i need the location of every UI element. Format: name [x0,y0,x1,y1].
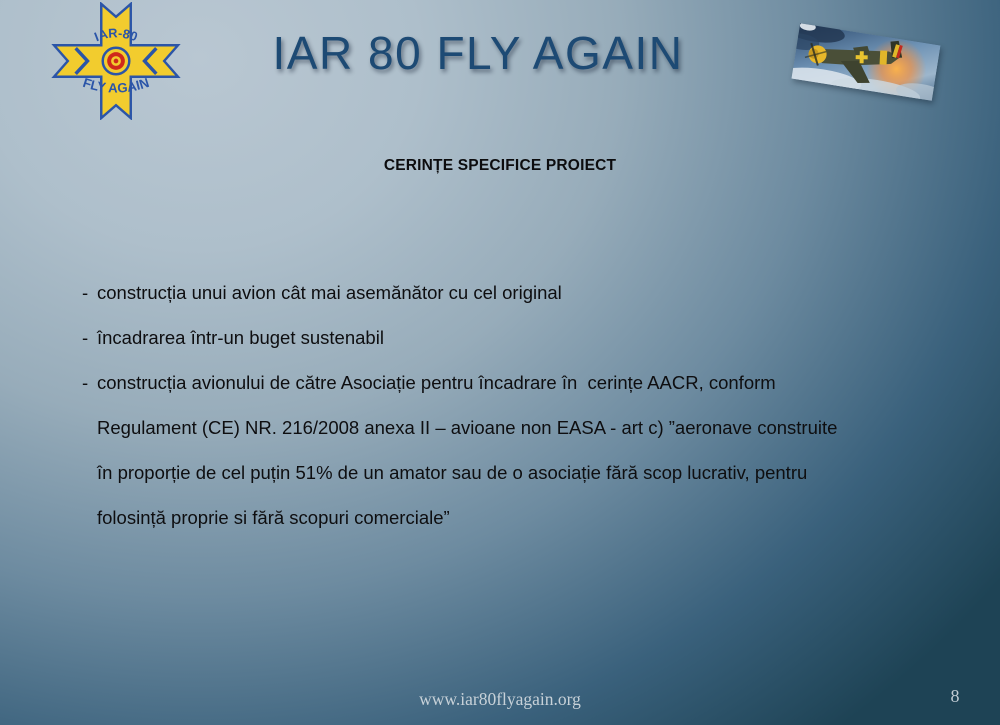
bullet-text: construcția avionului de către Asociație pentru încadrare în cerințe AACR, conform [97,371,776,393]
iar80-logo [50,2,182,120]
bullet-text: construcția unui avion cât mai asemănător cu cel original [97,281,562,303]
bullet-line [82,405,837,450]
section-heading: CERINȚE SPECIFICE PROIECT [383,157,617,174]
iar80-logo-icon [50,2,182,120]
bullet-list [82,270,837,540]
bullet-line [82,270,837,315]
logo-bottom-text: FLY AGAIN [81,74,151,96]
bullet-line [82,315,837,360]
footer-url: www.iar80flyagain.org [419,689,581,709]
bullet-text: folosință proprie si fără scopuri comerciale” [97,506,450,528]
bullet-text: încadrarea într-un buget sustenabil [97,326,384,348]
roundel-center [114,59,119,64]
plane-artwork [791,23,940,101]
bullet-dash: - [82,371,89,393]
bullet-line [82,495,837,540]
bullet-line [82,360,837,405]
bullet-text: Regulament (CE) NR. 216/2008 anexa II – avioane non EASA - art c) ”aeronave construite [97,416,838,438]
bullet-dash: - [82,281,89,303]
page-title: IAR 80 FLY AGAIN [272,27,684,79]
logo-top-text: IAR-80 [92,25,140,45]
bullet-line [82,450,837,495]
page-number: 8 [950,686,960,706]
bullet-dash: - [82,326,89,348]
bullet-text: în proporție de cel puțin 51% de un amator sau de o asociație fără scop lucrativ, pentru [97,461,808,483]
plane-artwork-image [791,23,940,101]
